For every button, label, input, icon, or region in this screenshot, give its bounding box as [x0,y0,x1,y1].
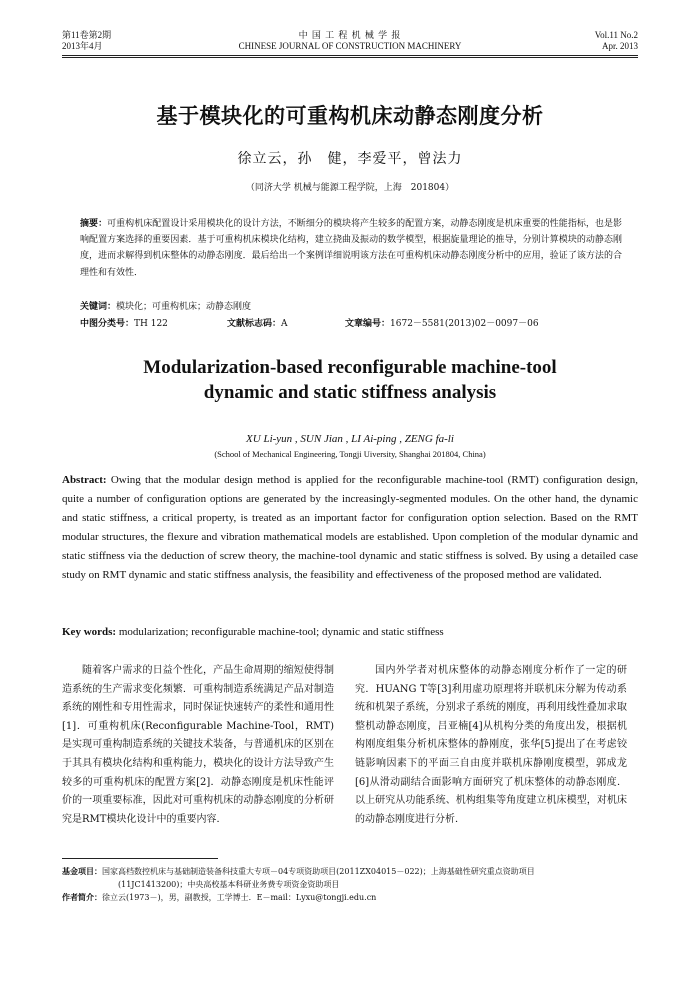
abstract-en [62,471,638,584]
running-header [62,30,638,54]
abstract-en-text: Owing that the modular design method is applied for the reconfigurable machine-tool (RMT) configuration design, quite a number of configuration options are generated by the increasingly-segmented modules. On the other hand, the dynamic and static stiffness, a critical property, is treated as an important factor for configuration option selection. Based on the RMT modular structures, the flexure and vibration mathematical models are established. Upon completion of the modular dynamic and static stiffness via the deduction of screw theory, the machine-tool dynamic and static stiffness is solved. By using a detailed case study on RMT dynamic and static stiffness analysis, the feasibility and effectiveness of the proposed method are validated. [62,474,638,581]
issue-date: 2013年4月 [62,41,103,51]
issue-info-en [595,30,638,52]
doc-code-value: A [281,319,288,329]
body-column-left: 随着客户需求的日益个性化，产品生命周期的缩短使得制造系统的生产需求变化频繁．可重构制造系统满足产品对制造系统的刚性和专用性需求，同时保证快速转产的柔性和通用性[1]．可重构机床(Reconfigurable Machine-Tool，RMT)是实现可重构制造系统的关键技术装备，与普通机床的区别在于其具有模块化结构和重构能力，模块化的设计方法导致产生较多的可重构机床的配置方案[2]．动静态刚度是机床性能评价的一项重要标准，因此对可重构机床的动静态刚度的分析研究是RMT模块化设计中的重要内容． [62,665,334,825]
footnote-rule [62,858,218,859]
footnote-fund-cont: (11JC1413200)；中央高校基本科研业务费专项资金资助项目 [118,879,340,889]
body-column-right: 国内外学者对机床整体的动静态刚度分析作了一定的研究．HUANG T等[3]利用虚功原理将并联机床分解为传动系统和机架子系统，分别求子系统的刚度，再利用线性叠加求取整机动静态刚度，吕亚楠[4]从机构分类的角度出发，根据机构刚度组集分析机床整体的静刚度，张华[5]提出了在考虑铰链影响因素下的平面三自由度并联机床静刚度模型，郭成龙[6]从滑动副结合面影响方面研究了机床整体的动静态刚度．以上研究从功能系统、机构组集等角度建立机床模型，对机床的动静态刚度进行分析． [355,665,627,825]
authors-zh: 徐立云，孙 健，李爱平，曾法力 [237,151,463,167]
fund-text: 国家高档数控机床与基础制造装备科技重大专项－04专项资助项目(2011ZX04015－022)；上海基础性研究重点资助项目 [102,867,535,876]
footnote-author [62,892,638,905]
keywords-zh-label: 关键词： [80,302,117,312]
keywords-en-label: Key words: [62,626,117,638]
abstract-zh-text: 可重构机床配置设计采用模块化的设计方法，不断细分的模块将产生较多的配置方案，动静态刚度是机床重要的性能指标，也是影响配置方案选择的重要因素．基于可重构机床模块化结构，建立挠曲及振动的数学模型，根据旋量理论的推导，分别计算模块的动静态刚度，进而求解得到机床整体的动静态刚度．最后给出一个案例详细说明该方法在可重构机床动静态刚度分析中的应用，验证了该方法的合理性和有效性． [80,219,622,278]
author-info-label: 作者简介： [62,892,102,902]
title-zh: 基于模块化的可重构机床动静态刚度分析 [156,104,544,128]
title-en-line2: dynamic and static stiffness analysis [203,382,497,403]
issue-volume: 第11卷第2期 [62,30,112,40]
clc-number [80,316,168,332]
abstract-zh-label: 摘要： [80,219,108,229]
header-rule-bottom [62,57,638,58]
affiliation-en: (School of Mechanical Engineering, Tongji Uiversity, Shanghai 201804, China) [214,449,486,459]
issue-date-en: Apr. 2013 [602,41,638,51]
fund-label: 基金项目： [62,867,102,876]
article-number-label: 文章编号： [345,319,391,329]
classification-row [80,316,622,332]
doc-code-label: 文献标志码： [227,319,282,329]
abstract-zh [80,216,622,281]
authors-en: XU Li-yun , SUN Jian , LI Ai-ping , ZENG fa-li [246,433,454,445]
journal-name [62,30,638,52]
journal-name-en: CHINESE JOURNAL OF CONSTRUCTION MACHINERY [238,41,462,51]
footnote-fund [62,866,638,879]
keywords-zh [80,299,622,315]
header-rule-top [62,55,638,56]
affiliation-zh: （同济大学 机械与能源工程学院，上海 201804） [245,183,455,193]
title-en-line1: Modularization-based reconfigurable machine-tool [143,357,557,378]
keywords-en-text: modularization; reconfigurable machine-tool; dynamic and static stiffness [116,626,444,638]
article-number-value: 1672－5581(2013)02－0097－06 [390,319,539,329]
article-number [345,316,539,332]
footnote [62,866,638,904]
journal-name-zh: 中 国 工 程 机 械 学 报 [298,30,402,40]
author-info-text: 徐立云(1973－)，男，副教授，工学博士．E－mail：Lyxu@tongji.edu.cn [102,892,377,902]
issue-volume-en: Vol.11 No.2 [594,30,638,40]
clc-label: 中图分类号： [80,319,135,329]
keywords-en [62,624,638,640]
keywords-zh-text: 模块化；可重构机床；动静态刚度 [116,302,252,312]
doc-code [227,316,288,332]
abstract-en-label: Abstract: [62,474,107,486]
title-en [40,355,660,405]
clc-value: TH 122 [134,319,168,329]
